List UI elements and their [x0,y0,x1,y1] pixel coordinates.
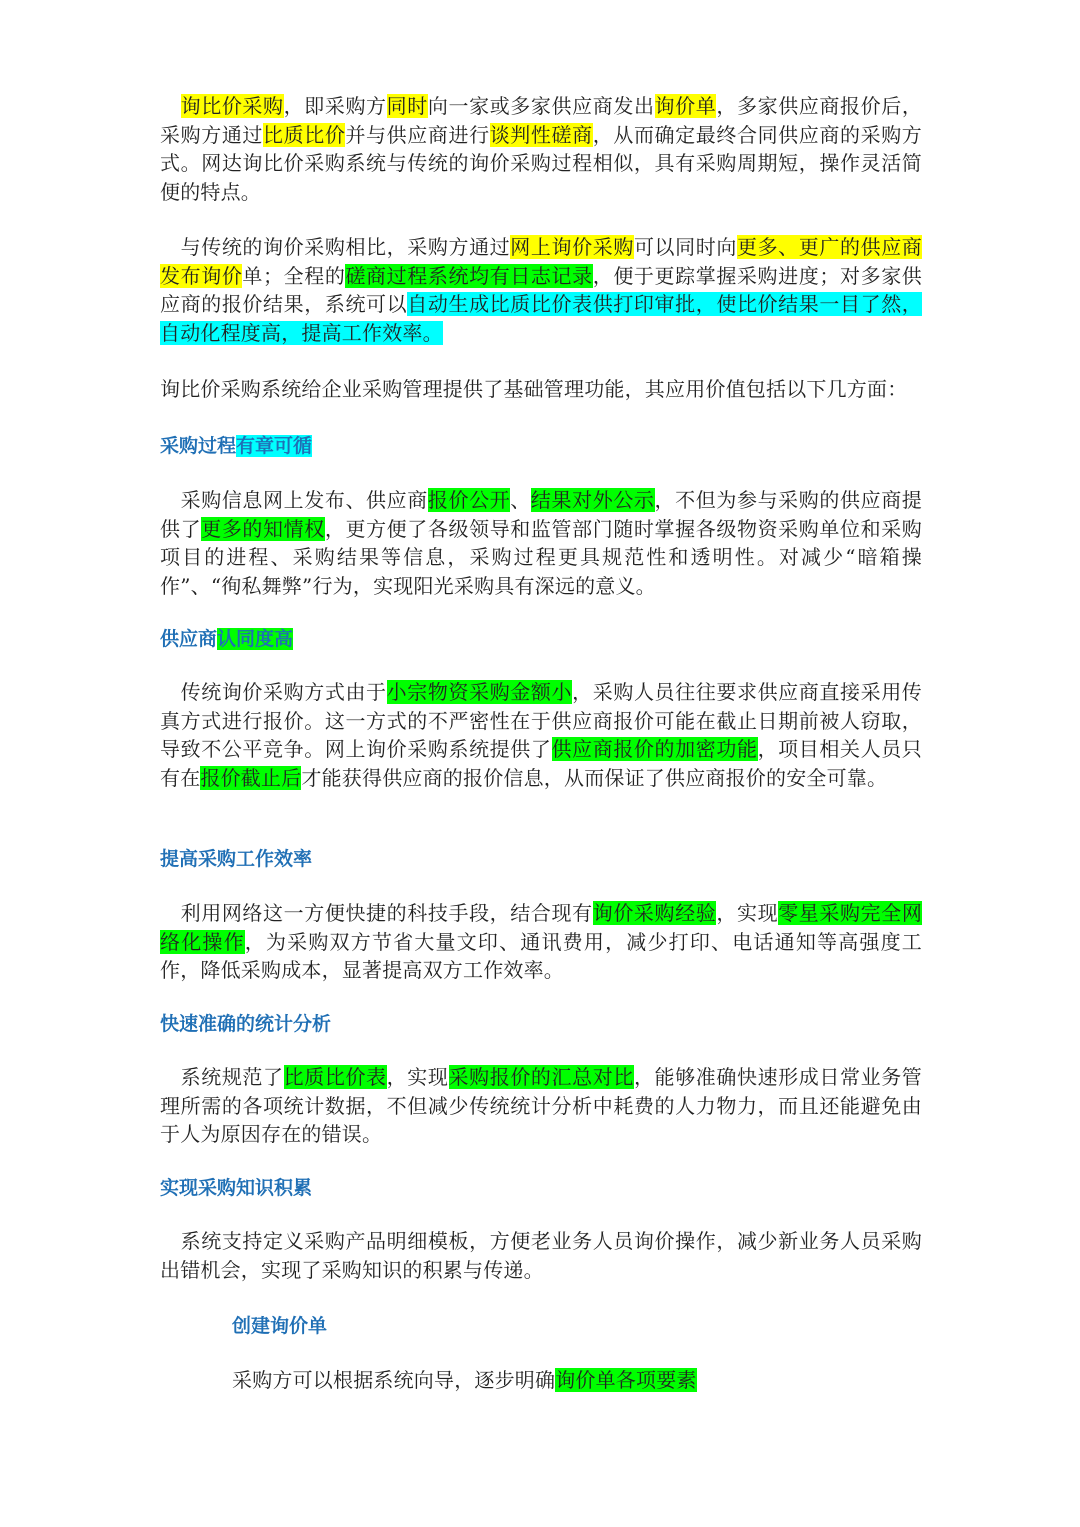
highlighted-text: 询价单 [654,94,717,118]
statistics-paragraph [160,1063,922,1149]
text-segment: 供应商 [160,628,218,650]
highlighted-text: 询比价采购 [180,94,284,118]
heading-traceable-process [160,432,312,460]
highlighted-text: 询价采购经验 [592,901,717,925]
text-segment: 系统规范了 [180,1065,284,1089]
comparison-paragraph [160,233,922,347]
text-segment: ，便于更踪掌握采购进度；对多家供应商的报价结果，系统可以 [160,263,922,317]
text-segment: ，即采购方 [283,94,387,118]
text-segment: 系统支持定义采购产品明细模板，方便老业务人员询价操作，减少新业务人员采购出错机会，实现了采购知识的积累与传递。 [160,1229,922,1282]
create-inquiry-paragraph [232,1366,922,1395]
highlighted-text: 报价公开 [427,488,511,512]
text-segment: ，为采购双方节省大量文印、通讯费用，减少打印、电话通知等高强度工作，降低采购成本，显著提高双方工作效率。 [160,929,922,983]
highlighted-text: 更多的知情权 [201,516,325,541]
highlighted-text: 比质比价 [263,122,346,147]
value-intro-paragraph [160,375,922,404]
text-segment: ，多家供应商报价后，采购方通过 [160,94,923,147]
highlighted-text: 同时 [386,94,428,118]
text-segment: ，能够准确快速形成日常业务管理所需的各项统计数据，不但减少传统统计分析中耗费的人力物力，而且还能避免由于人为原因存在的错误。 [160,1065,923,1147]
highlighted-text: 结果对外公示 [530,488,655,512]
highlighted-text: 有章可循 [236,435,313,457]
supplier-recognition-paragraph [160,678,922,792]
paragraph-indent [160,235,181,259]
heading-knowledge [160,1174,312,1202]
text-segment: 提高采购工作效率 [160,848,313,870]
text-segment: 实现采购知识积累 [160,1177,313,1199]
text-segment: ，项目相关人员只有在 [160,737,922,790]
highlighted-text: 供应商报价的加密功能 [551,737,758,762]
highlighted-text: 报价截止后 [200,765,302,790]
text-segment: ，从而确定最终合同供应商的采购方式。网达询比价采购系统与传统的询价采购过程相似，具有采购周期短，操作灵活简便的特点。 [160,122,923,204]
text-segment: 创建询价单 [232,1315,328,1337]
highlighted-text: 认同度高 [217,628,294,650]
highlighted-text: 零星采购完全网络化操作 [160,901,923,954]
highlighted-text: 比质比价表 [283,1065,387,1089]
highlighted-text: 小宗物资采购金额小 [386,680,573,704]
text-segment: 单；全程的 [242,263,346,288]
text-segment: 才能获得供应商的报价信息，从而保证了供应商报价的安全可靠。 [301,765,888,790]
paragraph-indent [160,680,181,704]
highlighted-text: 自动生成比质比价表供打印审批，使比价结果一目了然，自动化程度高，提高工作效率。 [160,292,922,345]
highlighted-text: 磋商过程系统均有日志记录 [345,263,593,288]
heading-create-inquiry [232,1312,327,1340]
highlighted-text: 网上询价采购 [510,235,634,259]
paragraph-indent [160,1229,181,1253]
highlighted-text: 采购报价的汇总对比 [448,1065,634,1089]
text-segment: ，采购人员往往要求供应商直接采用传真方式进行报价。这一方式的不严密性在于供应商报价可能在截止日期前被人窃取，导致不公平竞争。网上询价采购系统提供了 [160,680,923,762]
text-segment: 快速准确的统计分析 [160,1013,332,1035]
text-segment: 向一家或多家供应商发出 [427,94,655,118]
highlighted-text: 谈判性磋商 [489,122,593,147]
paragraph-indent [160,94,181,118]
text-segment: 与传统的询价采购相比，采购方通过 [180,235,511,259]
traceable-process-paragraph [160,486,922,600]
paragraph-indent [160,1065,181,1089]
heading-statistics [160,1010,331,1038]
highlighted-text: 更多、更广的供应商发布询价 [160,235,923,288]
text-segment: 采购过程 [160,435,237,457]
text-segment: 、 [510,488,531,512]
text-segment: 传统询价采购方式由于 [180,680,387,704]
text-segment: 利用网络这一方便快捷的科技手段，结合现有 [180,901,593,925]
paragraph-indent [160,901,181,925]
heading-efficiency [160,845,312,873]
text-segment: ，不但为参与采购的供应商提供了 [160,488,923,541]
text-segment: ，实现 [716,901,779,925]
paragraph-indent [160,488,181,512]
text-segment: 并与供应商进行 [345,122,490,147]
heading-supplier-recognition [160,625,293,653]
text-segment: ，实现 [386,1065,449,1089]
text-segment: ，更方便了各级领导和监管部门随时掌握各级物资采购单位和采购项目的进程、采购结果等信息，采购过程更具规范性和透明性。对减少“暗箱操作”、“徇私舞弊”行为，实现阳光采购具有深远的意义。 [160,516,922,598]
efficiency-paragraph [160,899,922,985]
knowledge-paragraph [160,1227,922,1284]
text-segment: 询比价采购系统给企业采购管理提供了基础管理功能，其应用价值包括以下几方面： [160,377,908,401]
highlighted-text: 询价单各项要素 [555,1368,697,1392]
text-segment: 可以同时向 [633,235,737,259]
text-segment: 采购信息网上发布、供应商 [180,488,428,512]
intro-paragraph [160,92,922,206]
text-segment: 采购方可以根据系统向导，逐步明确 [232,1368,556,1392]
